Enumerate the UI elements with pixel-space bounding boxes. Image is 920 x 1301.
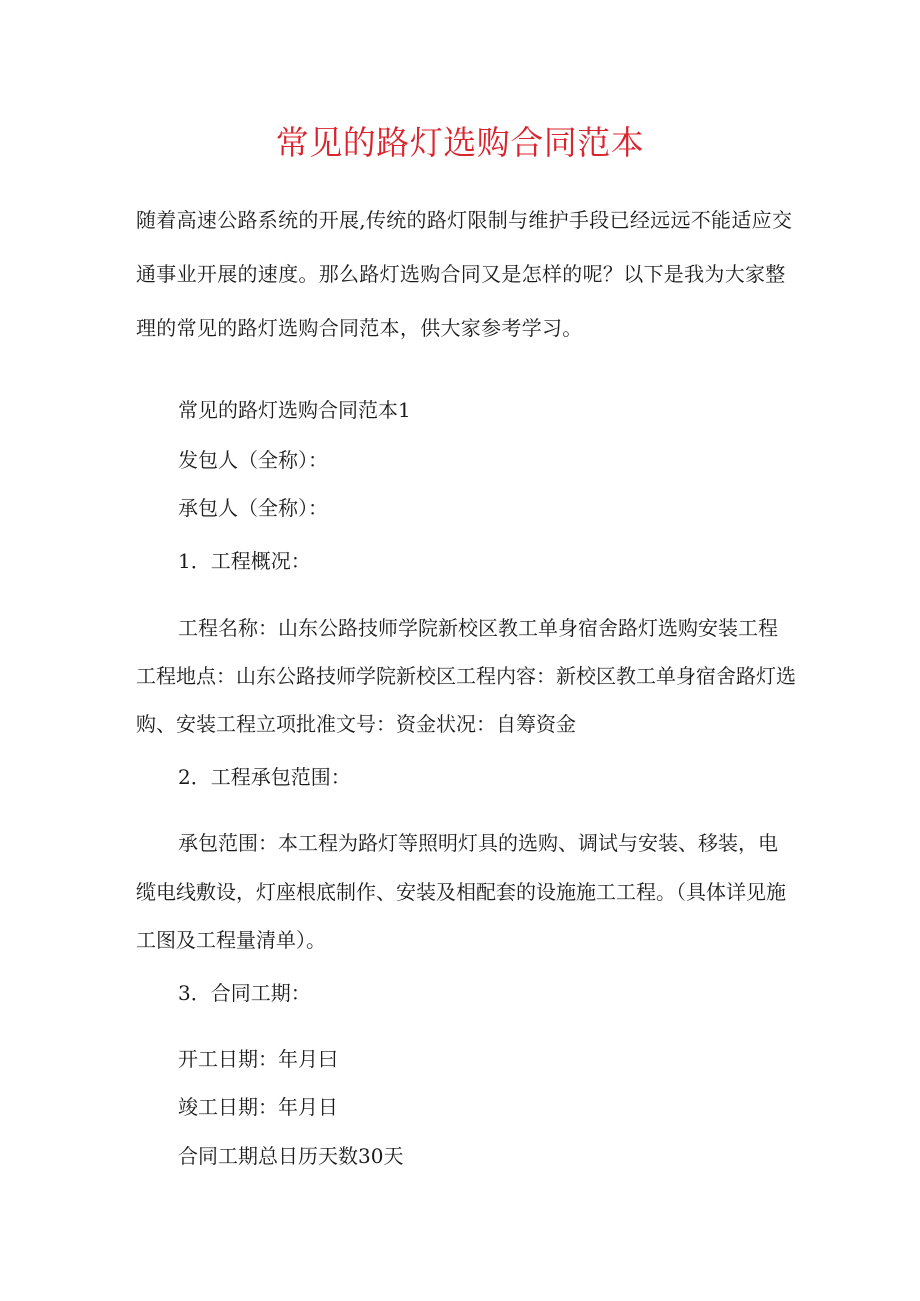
item3-heading: 3．合同工期： <box>178 981 311 1005</box>
end-date-line: 竣工日期：年月日 <box>178 1095 338 1119</box>
item1-heading: 1．工程概况： <box>178 549 311 573</box>
project-funding-line: 购、安装工程立项批准文号：资金状况：自筹资金 <box>136 712 576 736</box>
project-location-line: 工程地点：山东公路技师学院新校区工程内容：新校区教工单身宿舍路灯选 <box>136 664 796 688</box>
project-name-line: 工程名称：山东公路技师学院新校区教工单身宿舍路灯选购安装工程 <box>178 616 778 640</box>
scope-line-1: 承包范围：本工程为路灯等照明灯具的选购、调试与安装、移装，电 <box>178 831 778 855</box>
section-title: 常见的路灯选购合同范本1 <box>178 398 411 422</box>
scope-line-3: 工图及工程量清单）。 <box>136 928 326 952</box>
document-title: 常见的路灯选购合同范本 <box>275 123 645 162</box>
scope-line-2: 缆电线敷设，灯座根底制作、安装及相配套的设施施工工程。（具体详见施 <box>136 880 786 904</box>
start-date-line: 开工日期：年月曰 <box>178 1047 338 1071</box>
employer-line: 发包人（全称）： <box>178 448 328 472</box>
contractor-line: 承包人（全称）： <box>178 496 328 520</box>
intro-paragraph: 随着高速公路系统的开展,传统的路灯限制与维护手段已经远远不能适应交通事业开展的速度。那么路灯选购合同又是怎样的呢？以下是我为大家整理的常见的路灯选购合同范本，供大家参考学习。 <box>136 208 793 340</box>
item2-heading: 2．工程承包范围： <box>178 765 351 789</box>
total-days-line: 合同工期总日历天数30天 <box>178 1144 404 1168</box>
